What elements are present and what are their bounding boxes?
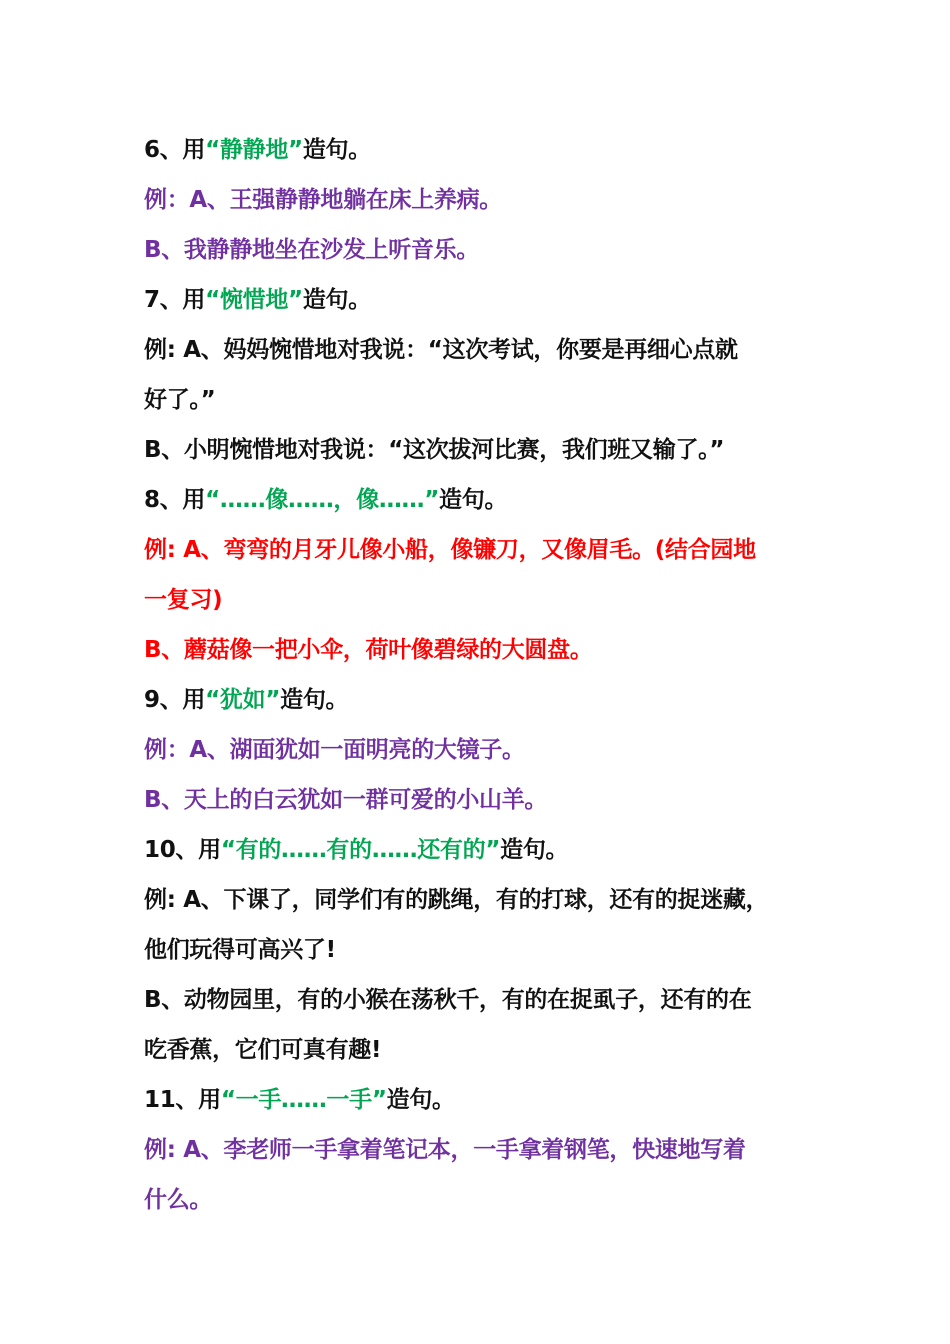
line-text: 7、用 — [144, 287, 206, 313]
line-text: 造句。 — [280, 687, 349, 713]
line-text: 什么。 — [144, 1187, 213, 1213]
text-line — [144, 1025, 824, 1075]
text-line — [144, 525, 824, 575]
line-text: B、蘑菇像一把小伞，荷叶像碧绿的大圆盘。 — [144, 637, 593, 663]
text-line — [144, 375, 824, 425]
line-text: 造句。 — [439, 487, 508, 513]
keyword-text: “有的……有的……还有的” — [220, 837, 501, 863]
text-line — [144, 975, 824, 1025]
line-text: 他们玩得可高兴了! — [144, 937, 336, 963]
text-line — [144, 1175, 824, 1225]
line-text: 例：A、王强静静地躺在床上养病。 — [144, 187, 503, 213]
text-line — [144, 875, 824, 925]
line-text: B、我静静地坐在沙发上听音乐。 — [144, 237, 480, 263]
document-body — [144, 125, 824, 1225]
line-text: 造句。 — [302, 137, 371, 163]
line-text: 例：A、湖面犹如一面明亮的大镜子。 — [144, 737, 525, 763]
line-text: 造句。 — [500, 837, 569, 863]
line-text: 例: A、下课了，同学们有的跳绳，有的打球，还有的捉迷藏， — [144, 887, 769, 913]
text-line — [144, 275, 824, 325]
line-text: B、小明惋惜地对我说：“这次拔河比赛，我们班又输了。” — [144, 437, 725, 463]
line-text: 6、用 — [144, 137, 206, 163]
text-line — [144, 675, 824, 725]
line-text: 10、用 — [144, 837, 221, 863]
keyword-text: “……像……，像……” — [205, 487, 440, 513]
text-line — [144, 175, 824, 225]
line-text: 例: A、李老师一手拿着笔记本，一手拿着钢笔，快速地写着 — [144, 1137, 746, 1163]
text-line — [144, 1075, 824, 1125]
line-text: 造句。 — [386, 1087, 455, 1113]
text-line — [144, 1125, 824, 1175]
line-text: 例: A、妈妈惋惜地对我说：“这次考试，你要是再细心点就 — [144, 337, 738, 363]
text-line — [144, 425, 824, 475]
text-line — [144, 125, 824, 175]
line-text: 8、用 — [144, 487, 206, 513]
text-line — [144, 225, 824, 275]
text-line — [144, 725, 824, 775]
line-text: 一复习) — [144, 587, 223, 613]
line-text: 好了。” — [144, 387, 216, 413]
line-text: 11、用 — [144, 1087, 221, 1113]
line-text: 例: A、弯弯的月牙儿像小船，像镰刀，又像眉毛。(结合园地 — [144, 537, 756, 563]
text-line — [144, 325, 824, 375]
line-text: B、动物园里，有的小猴在荡秋千，有的在捉虱子，还有的在 — [144, 987, 752, 1013]
keyword-text: “静静地” — [205, 137, 303, 163]
keyword-text: “惋惜地” — [205, 287, 303, 313]
text-line — [144, 475, 824, 525]
text-line — [144, 925, 824, 975]
line-text: 9、用 — [144, 687, 206, 713]
keyword-text: “犹如” — [205, 687, 281, 713]
text-line — [144, 825, 824, 875]
text-line — [144, 575, 824, 625]
text-line — [144, 775, 824, 825]
text-line — [144, 625, 824, 675]
keyword-text: “一手……一手” — [220, 1087, 387, 1113]
line-text: 吃香蕉，它们可真有趣! — [144, 1037, 382, 1063]
line-text: B、天上的白云犹如一群可爱的小山羊。 — [144, 787, 548, 813]
line-text: 造句。 — [302, 287, 371, 313]
